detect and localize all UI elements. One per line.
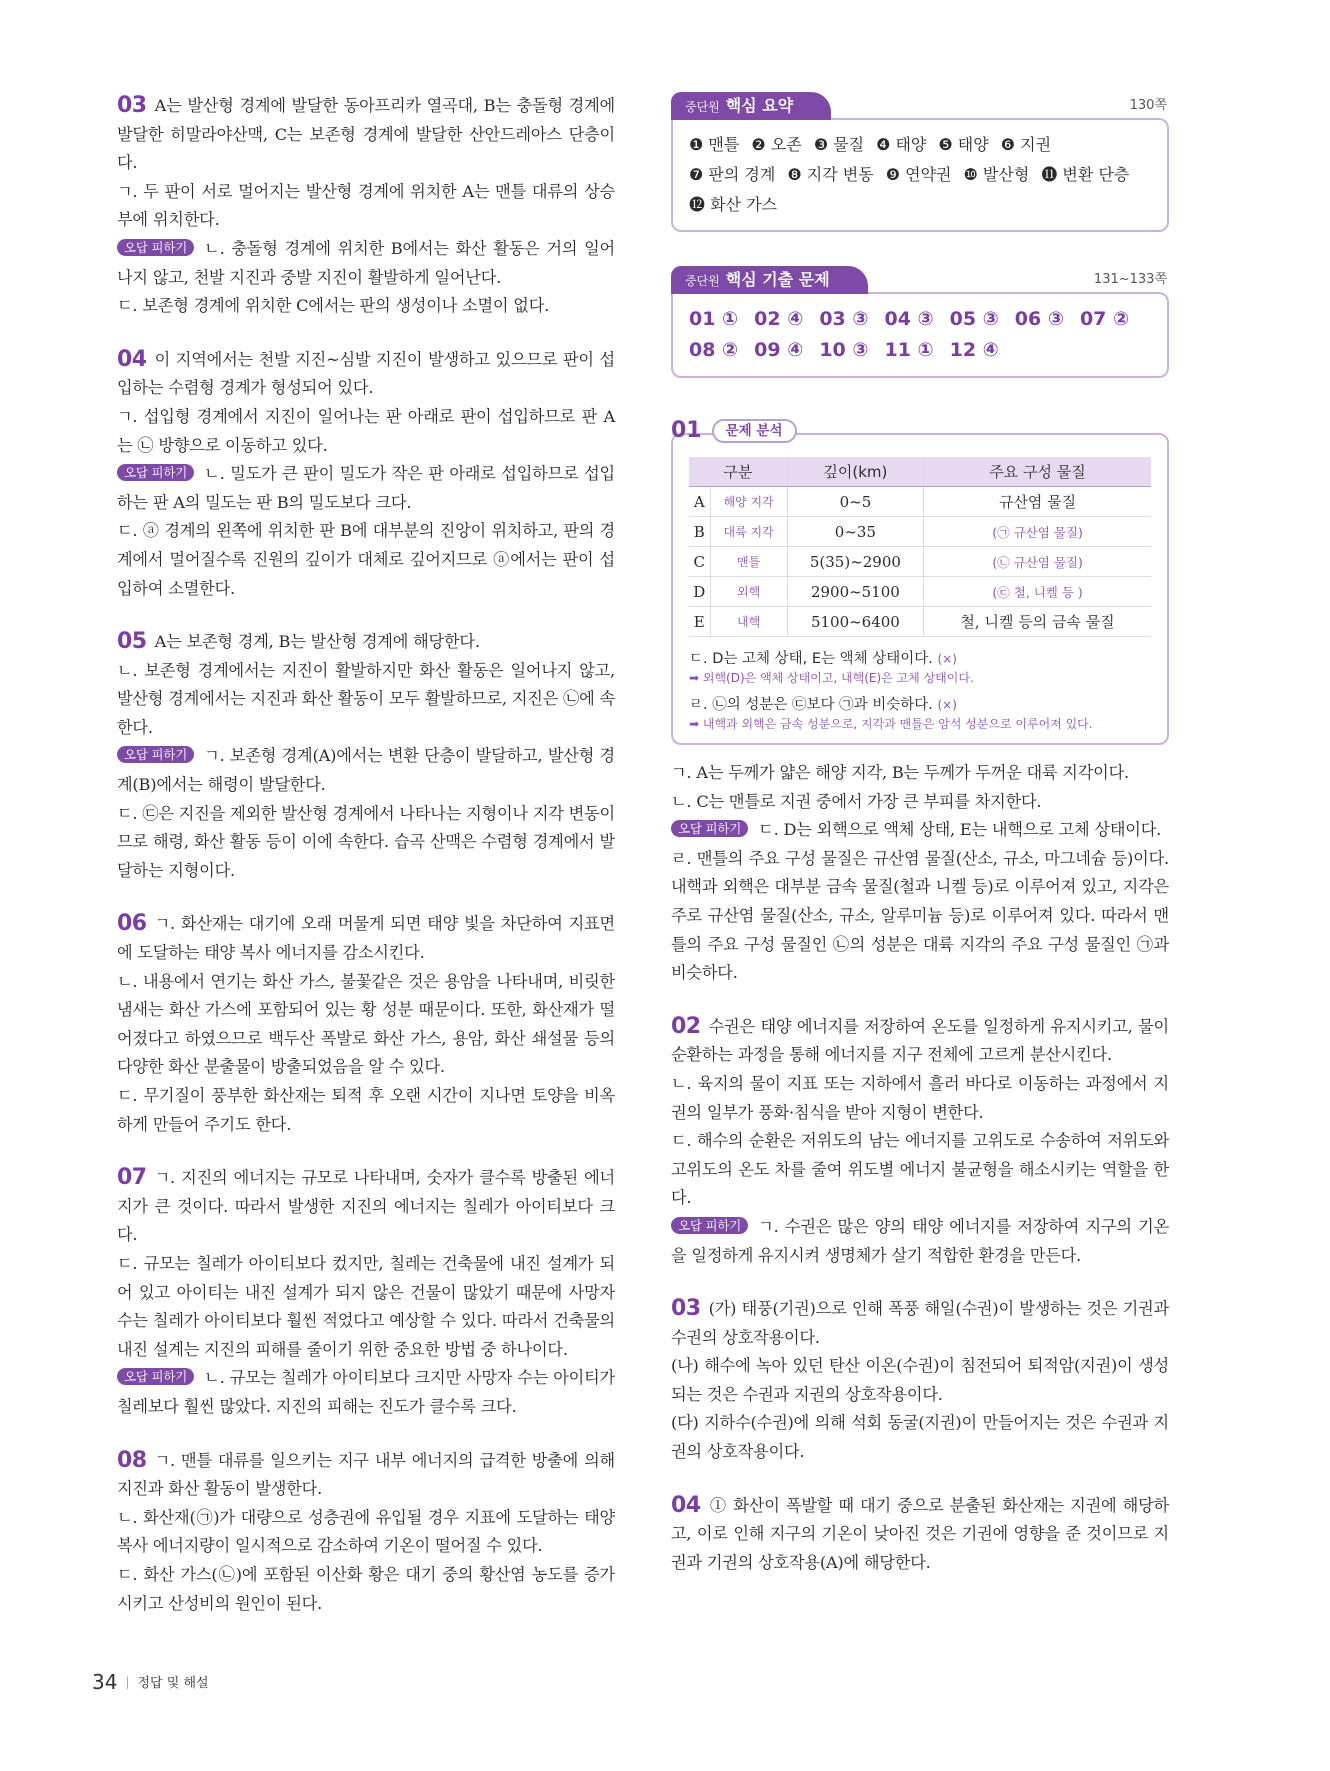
summary-item: ❽ 지각 변동: [787, 165, 874, 184]
explanation-paragraph: [671, 845, 1169, 988]
answer-key-item: 08 ②: [689, 339, 739, 361]
explanation-paragraph: [117, 1250, 615, 1364]
paragraph-text: ㄷ. 규모는 칠레가 아이티보다 컸지만, 칠레는 건축물에 내진 설계가 되어 있고 아이티는 내진 설계가 되지 않은 건물이 많았기 때문에 사망자 수는 칠레가 아이티보다 훨씬 적었다고 예상할 수 있다. 따라서 건축물의 내진 설계는 지진의 피해를 줄이기 위한 중요한 방법 중 하나이다.: [117, 1253, 615, 1359]
analysis-tag: 문제 분석: [712, 419, 797, 443]
explanation-paragraph: [671, 1213, 1169, 1270]
answer-key-item: 04 ③: [884, 308, 934, 330]
paragraph-text: (나) 해수에 녹아 있던 탄산 이온(수권)이 침전되어 퇴적암(지권)이 생성되는 것은 수권과 지권의 상호작용이다.: [671, 1356, 1169, 1404]
summary-item: ❻ 지권: [1000, 135, 1052, 154]
paragraph-text: ㄱ. 수권은 많은 양의 태양 에너지를 저장하여 지구의 기온을 일정하게 유지시켜 생명체가 살기 적합한 환경을 만든다.: [671, 1216, 1169, 1265]
explanation-paragraph: [117, 1504, 615, 1561]
question-number: 03: [117, 93, 147, 118]
explanation-paragraph: [671, 1070, 1169, 1127]
paragraph-text: ㄱ. 보존형 경계(A)에서는 변환 단층이 발달하고, 발산형 경계(B)에서는 해령이 발달한다.: [117, 746, 615, 795]
summary-item: ❹ 태양: [876, 135, 927, 154]
explanation-paragraph: [117, 403, 615, 460]
analysis-box: [671, 433, 1169, 745]
table-cell-id: C: [689, 547, 710, 577]
summary-item: ❾ 연약권: [885, 165, 952, 184]
paragraph-text: ㄷ. 해수의 순환은 저위도의 남는 에너지를 고위도로 수송하여 저위도와 고위도의 온도 차를 줄여 위도별 에너지 불균형을 해소시키는 역할을 한다.: [671, 1131, 1169, 1208]
analysis-number: 01: [671, 418, 702, 443]
summary-item: ❸ 물질: [813, 135, 865, 154]
answer-section: [117, 628, 615, 885]
table-cell-mat: (㉠ 규산염 물질): [924, 517, 1151, 547]
summary-tab-small: 중단원: [685, 100, 720, 114]
analysis-note-2-text: ㄹ. ㉡의 성분은 ㉢보다 ㉠과 비슷하다.: [689, 697, 933, 713]
answer-section: [117, 92, 615, 321]
paragraph-text: ① 화산이 폭발할 때 대기 중으로 분출된 화산재는 지권에 해당하고, 이로 인해 지구의 기온이 낮아진 것은 기권에 영향을 준 것이므로 지권과 기권의 상호작용(A)에 해당한다.: [671, 1495, 1169, 1572]
analysis-section: [671, 418, 1169, 988]
summary-item: ⓬ 화산 가스: [689, 195, 777, 214]
wrong-answer-tag: 오답 피하기: [117, 1368, 194, 1385]
answer-key-item: 03 ③: [819, 308, 869, 330]
table-cell-mat: 규산염 물질: [924, 487, 1151, 517]
answer-key-item: 09 ④: [754, 339, 804, 361]
answer-section: [671, 1492, 1169, 1578]
paragraph-text: ㄴ. 밀도가 큰 판이 밀도가 작은 판 아래로 섭입하므로 섭입하는 판 A의 밀도는 판 B의 밀도보다 크다.: [117, 464, 615, 512]
answer-key-item: 12 ④: [949, 339, 999, 361]
wrong-answer-tag: 오답 피하기: [117, 464, 194, 481]
question-number: 02: [671, 1013, 701, 1039]
answer-key-item: 11 ①: [884, 339, 934, 361]
analysis-note-2: [689, 695, 1151, 715]
paragraph-text: ㄱ. 두 판이 서로 멀어지는 발산형 경계에 위치한 A는 맨틀 대류의 상승부에 위치한다.: [117, 181, 615, 230]
paragraph-text: ㄴ. 육지의 물이 지표 또는 지하에서 흘러 바다로 이동하는 과정에서 지권의 일부가 풍화·침식을 받아 지형이 변한다.: [671, 1073, 1169, 1122]
answer-key-item: 02 ④: [754, 308, 804, 330]
paragraph-text: (가) 태풍(기권)으로 인해 폭풍 해일(수권)이 발생하는 것은 기권과 수권의 상호작용이다.: [671, 1299, 1169, 1347]
paragraph-text: ㄷ. 무기질이 풍부한 화산재는 퇴적 후 오랜 시간이 지나면 토양을 비옥하게 만들어 주기도 한다.: [117, 1086, 615, 1134]
explanation-paragraph: [117, 346, 615, 403]
paragraph-text: 이 지역에서는 천발 지진~심발 지진이 발생하고 있으므로 판이 섭입하는 수렴형 경계가 형성되어 있다.: [117, 349, 615, 398]
explanation-paragraph: [671, 1352, 1169, 1409]
explanation-paragraph: [117, 517, 615, 603]
table-cell-id: B: [689, 517, 710, 547]
answer-section: [671, 1295, 1169, 1467]
explanation-paragraph: [671, 1295, 1169, 1352]
explanation-paragraph: [117, 657, 615, 743]
summary-item: ❺ 태양: [938, 135, 989, 154]
question-number: 07: [117, 1165, 147, 1191]
exam-answers: [671, 292, 1169, 378]
paragraph-text: ㄷ. 보존형 경계에 위치한 C에서는 판의 생성이나 소멸이 없다.: [117, 296, 550, 316]
answer-key-item: 06 ③: [1014, 308, 1064, 330]
page-number: 34: [92, 1670, 118, 1694]
exam-tab-small: 중단원: [685, 274, 720, 288]
table-row: [689, 487, 1151, 517]
table-cell-id: A: [689, 487, 710, 517]
paragraph-text: ㄷ. ㉢은 지진을 제외한 발산형 경계에서 나타나는 지형이나 지각 변동이므로 해령, 화산 활동 등이 이에 속한다. 습곡 산맥은 수렴형 경계에서 발달하는 지형이다.: [117, 803, 615, 880]
summary-item: ❿ 발산형: [963, 165, 1030, 184]
explanation-paragraph: [117, 742, 615, 799]
table-cell-mat: 철, 니켈 등의 금속 물질: [924, 607, 1151, 637]
analysis-note-2-fix: ➡ 내핵과 외핵은 금속 성분으로, 지각과 맨틀은 암석 성분으로 이루어져 있다.: [689, 717, 1093, 731]
explanation-paragraph: [117, 968, 615, 1082]
table-row: [689, 577, 1151, 607]
table-row: [689, 607, 1151, 637]
page-footer: [92, 1670, 209, 1694]
answer-section: [117, 1447, 615, 1619]
paragraph-text: ㄴ. 규모는 칠레가 아이티보다 크지만 사망자 수는 아이티가 칠레보다 훨씬 많았다. 지진의 피해는 진도가 클수록 크다.: [117, 1368, 615, 1416]
paragraph-text: ㄴ. 화산재(㉠)가 대량으로 성층권에 유입될 경우 지표에 도달하는 태양 복사 에너지량이 일시적으로 감소하여 기온이 떨어질 수 있다.: [117, 1507, 615, 1556]
table-cell-depth: 0~35: [787, 517, 923, 547]
layer-table: [689, 457, 1151, 637]
answer-key-item: 05 ③: [949, 308, 999, 330]
table-cell-name: 해양 지각: [710, 487, 787, 517]
exam-page-ref: 131~133쪽: [1093, 272, 1167, 287]
exam-tab: [671, 266, 868, 294]
analysis-note-1: [689, 649, 1151, 669]
table-cell-depth: 2900~5100: [787, 577, 923, 607]
paragraph-text: ㄴ. 내용에서 연기는 화산 가스, 불꽃같은 것은 용암을 나타내며, 비릿한 냄새는 화산 가스에 포함되어 있는 황 성분 때문이다. 또한, 화산재가 떨어졌다고 하였으므로 백두산 폭발로 화산 가스, 용암, 화산 쇄설물 등의 다양한 화산 분출물이 방출되었음을 알 수 있다.: [117, 971, 615, 1077]
paragraph-text: ㄷ. D는 외핵으로 액체 상태, E는 내핵으로 고체 상태이다.: [758, 820, 1162, 840]
table-cell-name: 내핵: [710, 607, 787, 637]
wrong-answer-tag: 오답 피하기: [117, 239, 194, 256]
paragraph-text: 수권은 태양 에너지를 저장하여 온도를 일정하게 유지시키고, 물이 순환하는 과정을 통해 에너지를 지구 전체에 고르게 분산시킨다.: [671, 1016, 1169, 1065]
analysis-note-2-mark: (×): [937, 698, 957, 712]
explanation-paragraph: [117, 178, 615, 235]
analysis-note-1-mark: (×): [937, 652, 957, 666]
wrong-answer-tag: 오답 피하기: [671, 1217, 748, 1234]
paragraph-text: A는 보존형 경계, B는 발산형 경계에 해당한다.: [154, 632, 480, 652]
table-cell-name: 대륙 지각: [710, 517, 787, 547]
right-column: [671, 92, 1169, 1602]
explanation-paragraph: [117, 292, 615, 321]
explanation-paragraph: [671, 816, 1169, 845]
table-cell-name: 외핵: [710, 577, 787, 607]
explanation-paragraph: [671, 1127, 1169, 1213]
explanation-paragraph: [117, 1447, 615, 1504]
summary-page-ref: 130쪽: [1129, 98, 1167, 113]
summary-tab: [671, 92, 831, 120]
question-number: 06: [117, 911, 147, 937]
question-number: 08: [117, 1447, 147, 1473]
table-row: [689, 517, 1151, 547]
paragraph-text: ㄱ. A는 두께가 얇은 해양 지각, B는 두께가 두꺼운 대륙 지각이다.: [671, 763, 1129, 782]
answer-key-item: 01 ①: [689, 308, 739, 330]
answer-key-item: 10 ③: [819, 339, 869, 361]
paragraph-text: ㄱ. 섭입형 경계에서 지진이 일어나는 판 아래로 판이 섭입하므로 판 A는 ㉡ 방향으로 이동하고 있다.: [117, 406, 615, 455]
analysis-note-1-fix: ➡ 외핵(D)은 액체 상태이고, 내핵(E)은 고체 상태이다.: [689, 671, 974, 685]
table-cell-mat: (㉢ 철, 니켈 등 ): [924, 577, 1151, 607]
table-cell-depth: 0~5: [787, 487, 923, 517]
right-sections: [671, 1013, 1169, 1578]
explanation-paragraph: [671, 788, 1169, 817]
paragraph-text: ㄱ. 지진의 에너지는 규모로 나타내며, 숫자가 클수록 방출된 에너지가 큰 것이다. 따라서 발생한 지진의 에너지는 칠레가 아이티보다 크다.: [117, 1168, 615, 1245]
answer-section: [117, 346, 615, 603]
answer-section: [117, 910, 615, 1139]
paragraph-text: ㄱ. 화산재는 대기에 오래 머물게 되면 태양 빛을 차단하여 지표면에 도달하는 태양 복사 에너지를 감소시킨다.: [117, 914, 615, 963]
table-cell-name: 맨틀: [710, 547, 787, 577]
question-number: 04: [671, 1492, 701, 1518]
wrong-answer-tag: 오답 피하기: [117, 746, 194, 763]
explanation-paragraph: [671, 1409, 1169, 1466]
wrong-answer-tag: 오답 피하기: [671, 820, 748, 837]
table-cell-id: D: [689, 577, 710, 607]
table-cell-depth: 5(35)~2900: [787, 547, 923, 577]
answer-section: [117, 1164, 615, 1421]
answer-key-item: 07 ②: [1079, 308, 1130, 330]
question-number: 03: [671, 1296, 701, 1322]
explanation-paragraph: [117, 235, 615, 292]
footer-separator: |: [125, 1675, 130, 1689]
footer-title: 정답 및 해설: [137, 1676, 209, 1691]
explanation-paragraph: [117, 628, 615, 657]
summary-item: ❼ 판의 경계: [689, 165, 776, 184]
table-cell-id: E: [689, 607, 710, 637]
explanation-paragraph: [117, 910, 615, 967]
paragraph-text: ㄷ. ⓐ 경계의 왼쪽에 위치한 판 B에 대부분의 진앙이 위치하고, 판의 경계에서 멀어질수록 진원의 깊이가 대체로 깊어지므로 ⓐ에서는 판이 섭입하여 소멸한다.: [117, 521, 615, 598]
analysis-explanation: [671, 759, 1169, 988]
question-number: 05: [117, 629, 147, 655]
summary-box: [671, 92, 1169, 232]
paragraph-text: A는 발산형 경계에 발달한 동아프리카 열곡대, B는 충돌형 경계에 발달한 히말라야산맥, C는 보존형 경계에 발달한 산안드레아스 단층이다.: [117, 96, 615, 173]
explanation-paragraph: [671, 759, 1169, 788]
explanation-paragraph: [117, 1364, 615, 1421]
explanation-paragraph: [117, 1082, 615, 1139]
question-number: 04: [117, 346, 147, 372]
explanation-paragraph: [671, 1013, 1169, 1070]
table-header-material: 주요 구성 물질: [924, 457, 1151, 487]
summary-item: ⓫ 변환 단층: [1041, 165, 1130, 184]
explanation-paragraph: [117, 460, 615, 517]
table-header-category: 구분: [689, 457, 787, 487]
explanation-paragraph: [117, 800, 615, 886]
summary-tab-title: 핵심 요약: [725, 96, 794, 115]
paragraph-text: ㄴ. 보존형 경계에서는 지진이 활발하지만 화산 활동은 일어나지 않고, 발산형 경계에서는 지진과 화산 활동이 모두 활발하므로, 지진은 ㉡에 속한다.: [117, 660, 615, 737]
exam-tab-title: 핵심 기출 문제: [725, 270, 830, 289]
exam-box: [671, 266, 1169, 378]
table-row: [689, 547, 1151, 577]
paragraph-text: ㄴ. 충돌형 경계에 위치한 B에서는 화산 활동은 거의 일어나지 않고, 천발 지진과 중발 지진이 활발하게 일어난다.: [117, 238, 615, 287]
paragraph-text: ㄹ. 맨틀의 주요 구성 물질은 규산염 물질(산소, 규소, 마그네슘 등)이다. 내핵과 외핵은 대부분 금속 물질(철과 니켈 등)로 이루어져 있고, 지각은 주로 규산염 물질(산소, 규소, 알루미늄 등)로 이루어져 있다. 따라서 맨틀의 주요 구성 물질인 ㉡의 성분은 대륙 지각의 주요 구성 물질인 ㉠과 비슷하다.: [671, 848, 1169, 983]
answer-section: [671, 1013, 1169, 1270]
paragraph-text: ㄱ. 맨틀 대류를 일으키는 지구 내부 에너지의 급격한 방출에 의해 지진과 화산 활동이 발생한다.: [117, 1450, 615, 1499]
paragraph-text: (다) 지하수(수권)에 의해 석회 동굴(지권)이 만들어지는 것은 수권과 지권의 상호작용이다.: [671, 1413, 1169, 1462]
summary-item: ❷ 오존: [751, 135, 802, 154]
summary-item: ❶ 맨틀: [689, 135, 740, 154]
summary-items: [671, 118, 1169, 232]
explanation-paragraph: [117, 1561, 615, 1618]
explanation-paragraph: [117, 92, 615, 178]
table-cell-depth: 5100~6400: [787, 607, 923, 637]
left-column: [117, 92, 615, 1643]
explanation-paragraph: [117, 1164, 615, 1250]
paragraph-text: ㄷ. 화산 가스(㉡)에 포함된 이산화 황은 대기 중의 황산염 농도를 증가시키고 산성비의 원인이 된다.: [117, 1564, 615, 1613]
paragraph-text: ㄴ. C는 맨틀로 지권 중에서 가장 큰 부피를 차지한다.: [671, 791, 1042, 811]
table-cell-mat: (㉡ 규산염 물질): [924, 547, 1151, 577]
explanation-paragraph: [671, 1492, 1169, 1578]
analysis-note-1-text: ㄷ. D는 고체 상태, E는 액체 상태이다.: [689, 651, 933, 667]
table-header-depth: 깊이(km): [787, 457, 923, 487]
